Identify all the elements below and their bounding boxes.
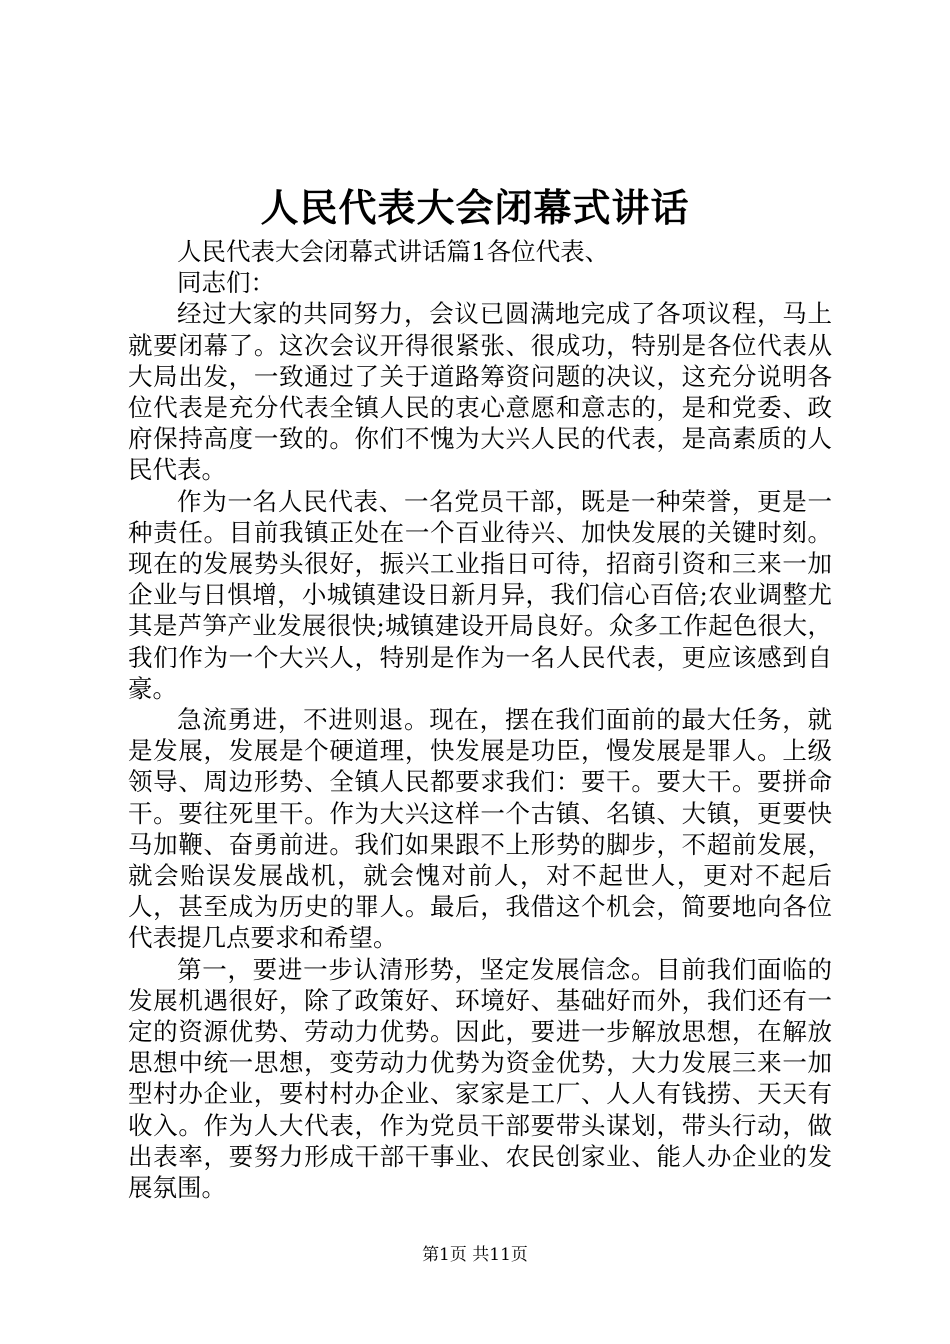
paragraph: 作为一名人民代表、一名党员干部，既是一种荣誉，更是一种责任。目前我镇正处在一个百业待兴、加快发展的关键时刻。现在的发展势头很好，振兴工业指日可待，招商引资和三来一加企业与日惧增，小城镇建设日新月异，我们信心百倍;农业调整尤其是芦笋产业发展很快;城镇建设开局良好。众多工作起色很大，我们作为一个大兴人，特别是作为一名人民代表，更应该感到自豪。 [128,486,832,703]
paragraph: 第一，要进一步认清形势，坚定发展信念。目前我们面临的发展机遇很好，除了政策好、环境好、基础好而外，我们还有一定的资源优势、劳动力优势。因此，要进一步解放思想，在解放思想中统一思想，变劳动力优势为资金优势，大力发展三来一加型村办企业，要村村办企业、家家是工厂、人人有钱捞、天天有收入。作为人大代表，作为党员干部要带头谋划，带头行动，做出表率，要努力形成干部干事业、农民创家业、能人办企业的发展氛围。 [128,954,832,1203]
paragraph: 经过大家的共同努力，会议已圆满地完成了各项议程，马上就要闭幕了。这次会议开得很紧张、很成功，特别是各位代表从大局出发，一致通过了关于道路筹资问题的决议，这充分说明各位代表是充分代表全镇人民的衷心意愿和意志的，是和党委、政府保持高度一致的。你们不愧为大兴人民的代表，是高素质的人民代表。 [128,299,832,485]
document-title: 人民代表大会闭幕式讲话 [260,185,690,230]
paragraph-salutation: 同志们： [177,268,275,298]
page-number-footer: 第1页 共11页 [422,1245,528,1265]
paragraph: 急流勇进，不进则退。现在，摆在我们面前的最大任务，就是发展，发展是个硬道理，快发展是功臣，慢发展是罪人。上级领导、周边形势、全镇人民都要求我们：要干。要大干。要拼命干。要往死里干。作为大兴这样一个古镇、名镇、大镇，更要快马加鞭、奋勇前进。我们如果跟不上形势的脚步，不超前发展，就会贻误发展战机，就会愧对前人，对不起世人，更对不起后人，甚至成为历史的罪人。最后，我借这个机会，简要地向各位代表提几点要求和希望。 [128,705,832,953]
document-body [128,236,832,1203]
paragraph-intro: 人民代表大会闭幕式讲话篇1各位代表、 [177,237,610,266]
